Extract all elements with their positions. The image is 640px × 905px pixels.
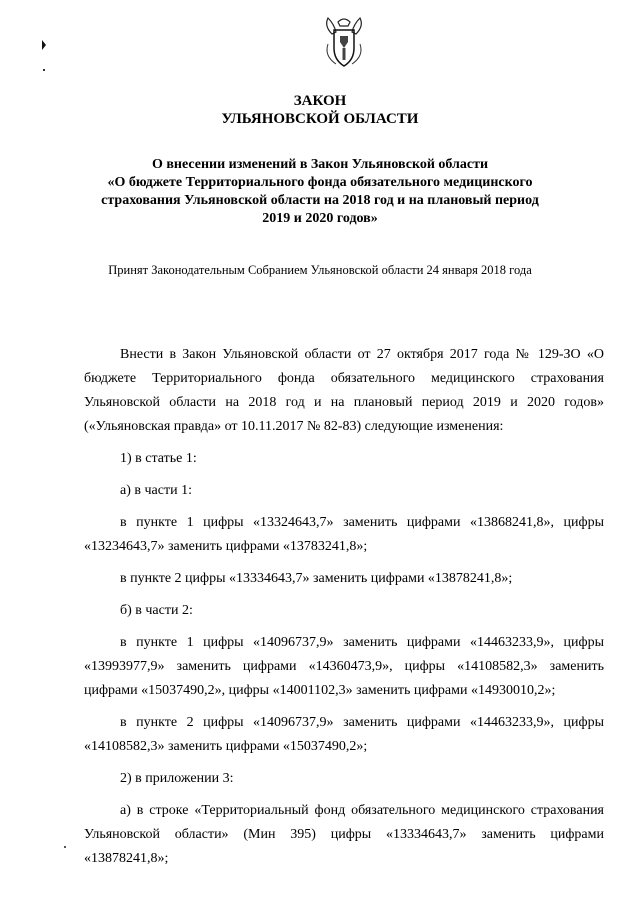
intro-paragraph: Внести в Закон Ульяновской области от 27 октября 2017 года № 129-ЗО «О бюджете Территориального фонда обязательного медицинского страхования Ульяновской области на 2018 год и на плановый период 2019 и 2020 годов» («Ульяновская правда» от 10.11.2017 № 82-83) следующие изменения:	[84, 347, 604, 434]
law-subject	[0, 156, 640, 228]
coat-of-arms-emblem-icon	[318, 14, 370, 70]
subject-line-3: страхования Ульяновской области на 2018 год и на плановый период	[101, 193, 539, 208]
item-2a: а) в строке «Территориальный фонд обязательного медицинского страхования Ульяновской области» (Мин 395) цифры «13334643,7» заменить цифрами «13878241,8»;	[84, 803, 604, 866]
scan-mark-dot	[43, 69, 45, 71]
item-1: 1) в статье 1:	[120, 451, 197, 466]
item-1b-point-1: в пункте 1 цифры «14096737,9» заменить цифрами «14463233,9», цифры «13993977,9» заменить цифрами «14360473,9», цифры «14108582,3» заменить цифрами «15037490,2», цифры «14001102,3» заменить цифрами «14930010,2»;	[84, 635, 604, 698]
item-1b: б) в части 2:	[120, 603, 193, 618]
item-2: 2) в приложении 3:	[120, 771, 234, 786]
item-1a-point-1: в пункте 1 цифры «13324643,7» заменить цифрами «13868241,8», цифры «13234643,7» заменить цифрами «13783241,8»;	[84, 515, 604, 554]
item-1a: а) в части 1:	[120, 483, 192, 498]
subject-line-2: «О бюджете Территориального фонда обязательного медицинского	[107, 175, 533, 190]
scan-mark-arrow-icon	[42, 40, 46, 50]
subject-line-4: 2019 и 2020 годов»	[262, 211, 378, 226]
item-1a-point-2: в пункте 2 цифры «13334643,7» заменить цифрами «13878241,8»;	[120, 571, 513, 586]
adoption-note: Принят Законодательным Собранием Ульяновской области 24 января 2018 года	[108, 263, 532, 277]
law-body	[84, 343, 604, 879]
scan-mark-dot-bottom	[64, 846, 66, 848]
law-word: ЗАКОН	[293, 93, 347, 109]
item-1b-point-2: в пункте 2 цифры «14096737,9» заменить цифрами «14463233,9», цифры «14108582,3» заменить цифрами «15037490,2»;	[84, 715, 604, 754]
subject-line-1: О внесении изменений в Закон Ульяновской области	[151, 157, 489, 172]
law-region: УЛЬЯНОВСКОЙ ОБЛАСТИ	[221, 111, 419, 127]
law-title	[0, 92, 640, 128]
